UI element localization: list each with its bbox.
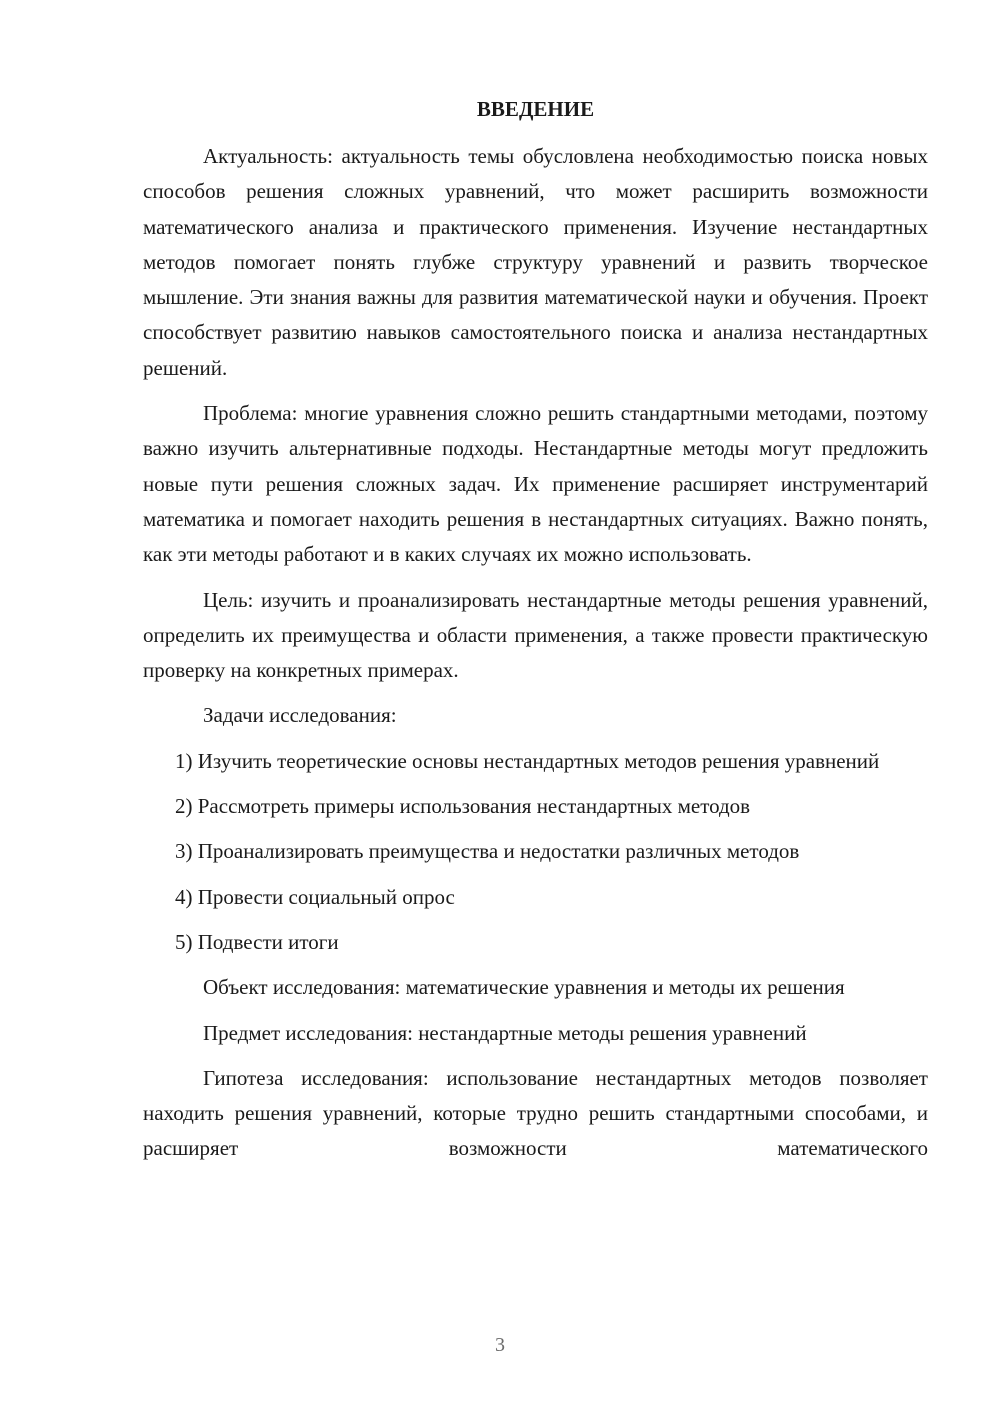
tasks-heading: Задачи исследования: (203, 703, 397, 728)
goal-paragraph: Цель: изучить и проанализировать нестандартные методы решения уравнений, определить их преимущества и области применения, а также провести практическую проверку на конкретных примерах. (143, 587, 928, 683)
task-item: 3) Проанализировать преимущества и недостатки различных методов (175, 839, 800, 864)
document-page (143, 92, 928, 1177)
task-item: 5) Подвести итоги (175, 929, 339, 954)
object-paragraph: Объект исследования: математические уравнения и методы их решения (203, 975, 845, 1000)
problem-paragraph: Проблема: многие уравнения сложно решить стандартными методами, поэтому важно изучить альтернативные подходы. Нестандартные методы могут предложить новые пути решения сложных задач. Их применение расширяет инструментарий математика и помогает находить решения в нестандартных ситуациях. Важно понять, как эти методы работают и в каких случаях их можно использовать. (143, 401, 928, 567)
task-item: 1) Изучить теоретические основы нестандартных методов решения уравнений (175, 748, 880, 773)
hypothesis-paragraph: Гипотеза исследования: использование нестандартных методов позволяет находить решения уравнений, которые трудно решить стандартными способами, и расширяет возможности математического (143, 1065, 928, 1161)
task-item: 2) Рассмотреть примеры использования нестандартных методов (175, 794, 751, 819)
page-number: 3 (495, 1334, 505, 1356)
relevance-paragraph: Актуальность: актуальность темы обусловлена необходимостью поиска новых способов решения сложных уравнений, что может расширить возможности математического анализа и практического применения. Изучение нестандартных методов помогает понять глубже структуру уравнений и развить творческое мышление. Эти знания важны для развития математической науки и обучения. Проект способствует развитию навыков самостоятельного поиска и анализа нестандартных решений. (143, 144, 928, 380)
document-title: ВВЕДЕНИЕ (476, 97, 595, 121)
subject-paragraph: Предмет исследования: нестандартные методы решения уравнений (203, 1020, 807, 1045)
task-item: 4) Провести социальный опрос (175, 884, 455, 909)
tasks-list (143, 744, 928, 960)
